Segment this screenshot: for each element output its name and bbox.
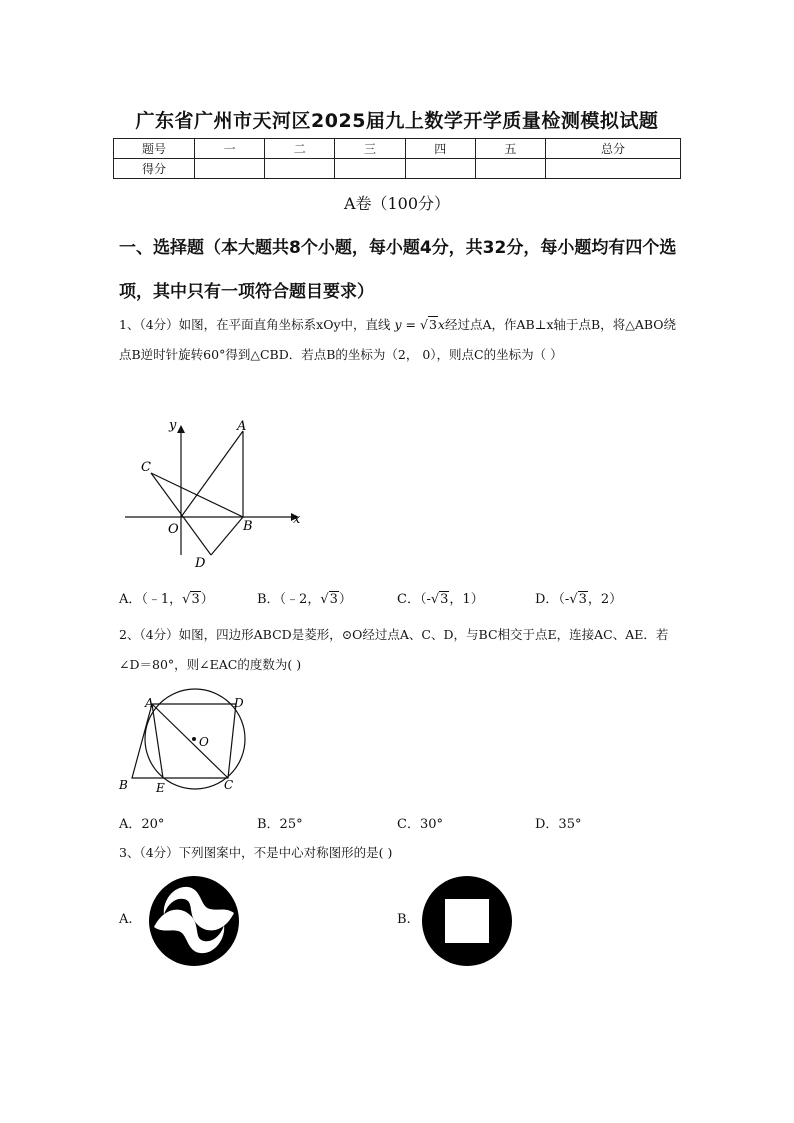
score-table: [113, 138, 681, 179]
q1-option-b[interactable]: B．（﹣2，√3）: [257, 592, 352, 607]
score-table-score-row: [114, 159, 681, 179]
page-title: 广东省广州市天河区2025届九上数学开学质量检测模拟试题: [135, 110, 659, 132]
segment-oa: [181, 431, 243, 517]
question-3-body: 下列图案中，不是中心对称图形的是( ): [178, 845, 393, 860]
q3-option-b-figure[interactable]: [421, 875, 513, 967]
score-header-cell: 三: [335, 139, 405, 159]
question-1-text-b: 经过点A，作AB⊥x轴于点B，将△ABO绕点B逆时针旋转60°得到△CBD．若点B的坐标为（2， 0），则点C的坐标为（ ）: [119, 317, 677, 362]
q2-option-b[interactable]: B．25°: [257, 817, 303, 832]
question-1-number: 1、（4分）: [119, 317, 179, 332]
section-a-title: A卷（100分）: [343, 194, 451, 213]
q3-option-a-label[interactable]: A.: [119, 912, 133, 927]
label-o: O: [199, 735, 209, 749]
score-header-cell: 题号: [114, 139, 195, 159]
segment-bd: [211, 517, 243, 555]
question-2-figure: [116, 688, 256, 796]
score-header-cell: 二: [265, 139, 335, 159]
score-cell[interactable]: [335, 159, 405, 179]
q1-option-c[interactable]: C．（-√3，1）: [397, 592, 484, 607]
part1-heading: 一、选择题（本大题共8个小题，每小题4分，共32分，每小题均有四个选项，其中只有一项符合题目要求）: [119, 238, 677, 302]
q2-option-a[interactable]: A．20°: [119, 817, 165, 832]
label-b: B: [119, 778, 128, 792]
q1-option-a[interactable]: A．（﹣1，√3）: [119, 592, 214, 607]
label-o: O: [168, 522, 179, 537]
question-3-text: [119, 838, 684, 868]
question-1-text-a: 如图，在平面直角坐标系xOy中，直线: [178, 317, 391, 332]
label-e: E: [156, 781, 165, 795]
label-y: y: [169, 418, 177, 433]
q1-option-d[interactable]: D．（-√3，2）: [535, 592, 623, 607]
score-header-cell: 总分: [546, 139, 681, 159]
label-b: B: [243, 519, 253, 534]
label-c: C: [224, 778, 234, 792]
question-2-text: [119, 620, 684, 680]
question-1-text: 1、（4分）如图，在平面直角坐标系xOy中，直线 y = √3x经过点A，作AB⊥x轴于点B，将△ABO绕点B逆时针旋转60°得到△CBD．若点B的坐标为（2， 0），则点C的坐标为（ ）: [119, 317, 677, 362]
q2-option-d[interactable]: D．35°: [535, 817, 582, 832]
score-header-cell: 一: [195, 139, 265, 159]
center-o: [192, 737, 196, 741]
score-cell[interactable]: [475, 159, 545, 179]
equation-y: y: [394, 317, 402, 332]
label-c: C: [141, 460, 151, 475]
equation-equals: =: [401, 317, 420, 332]
score-row-label: 得分: [114, 159, 195, 179]
label-x: x: [293, 512, 301, 527]
score-cell[interactable]: [195, 159, 265, 179]
question-1-figure: [119, 415, 309, 575]
question-3-number: 3、（4分）: [119, 845, 179, 860]
label-a: A: [145, 696, 154, 710]
score-header-cell: 四: [405, 139, 475, 159]
segment-cb: [151, 473, 243, 517]
y-axis-arrow: [177, 425, 185, 433]
label-d: D: [195, 556, 206, 571]
q3-option-a-figure[interactable]: [148, 875, 240, 967]
score-cell[interactable]: [265, 159, 335, 179]
rhombus-abcd: [132, 704, 236, 778]
question-2-number: 2、（4分）: [119, 627, 179, 642]
q2-option-c[interactable]: C．30°: [397, 817, 443, 832]
q3-option-b-label[interactable]: B.: [397, 912, 411, 927]
score-cell[interactable]: [546, 159, 681, 179]
equation-x: x: [437, 317, 445, 332]
equation-root: 3: [428, 317, 437, 332]
score-table-header-row: [114, 139, 681, 159]
label-d: D: [234, 696, 244, 710]
question-2-body: 如图，四边形ABCD是菱形，⊙O经过点A、C、D，与BC相交于点E，连接AC、AE．若∠D＝80°，则∠EAC的度数为( ): [119, 627, 669, 672]
score-header-cell: 五: [475, 139, 545, 159]
segment-ac: [152, 704, 228, 778]
score-cell[interactable]: [405, 159, 475, 179]
label-a: A: [237, 419, 247, 434]
